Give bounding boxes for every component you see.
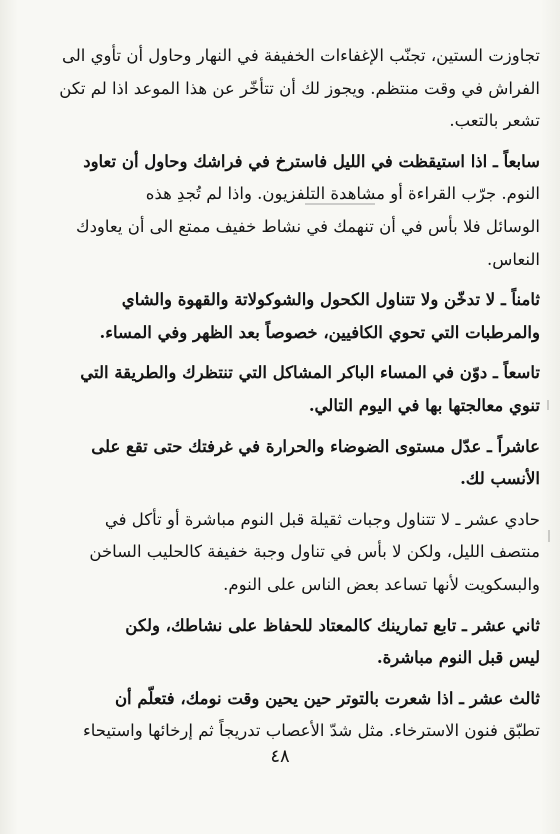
text-line: ثالث عشر ـ اذا شعرت بالتوتر حين يحين وقت نومك، فتعلّم أن (114, 688, 540, 708)
text-line: والمرطبات التي تحوي الكافيين، خصوصاً بعد الظهر وفي المساء. (99, 322, 540, 342)
text-line: سابعاً ـ اذا استيقظت في الليل فاسترخ في فراشك وحاول أن تعاود (83, 151, 540, 171)
text-line: منتصف الليل، ولكن لا بأس في تناول وجبة خفيفة كالحليب الساخن (89, 542, 540, 562)
text-line: والبسكويت لأنها تساعد بعض الناس على النوم. (223, 574, 540, 594)
scan-dot (548, 530, 550, 542)
text-line: عاشراً ـ عدّل مستوى الضوضاء والحرارة في غرفتك حتى تقع على (91, 436, 540, 456)
text-line: تطبّق فنون الاسترخاء. مثل شدّ الأعصاب تدريجاً ثم إرخائها واستيحاء (82, 721, 540, 741)
text-line: ليس قبل النوم مباشرة. (376, 648, 540, 668)
text-line: ثامناً ـ لا تدخّن ولا تتناول الكحول والشوكولاتة والقهوة والشاي (121, 290, 540, 310)
text-line: تاسعاً ـ دوّن في المساء الباكر المشاكل التي تنتظرك والطريقة التي (80, 363, 540, 383)
text-line: النوم. جرّب القراءة أو مشاهدة التلفزيون. واذا لم تُجدِ هذه (145, 184, 540, 204)
scan-dot (547, 400, 549, 410)
text-line: تنوي معالجتها بها في اليوم التالي. (308, 395, 540, 415)
main-text (22, 40, 540, 748)
text-line: ثاني عشر ـ تابع تمارينك كالمعتاد للحفاظ على نشاطك، ولكن (125, 615, 540, 635)
text-line: الأنسب لك. (460, 469, 540, 489)
text-line: تجاوزت الستين، تجنّب الإغفاءات الخفيفة في النهار وحاول أن تأوي الى (62, 46, 540, 65)
text-line: النعاس. (487, 249, 540, 269)
text-line: حادي عشر ـ لا تتناول وجبات ثقيلة قبل النوم مباشرة أو تأكل في (104, 509, 540, 529)
text-line: الفراش في وقت منتظم. ويجوز لك أن تتأخّر عن هذا الموعد اذا لم تكن (59, 78, 540, 98)
page-number: ٤٨ (270, 746, 290, 767)
text-line: الوسائل فلا بأس في أن تنهمك في نشاط خفيف ممتع الى أن يعاودك (75, 216, 540, 236)
text-line: تشعر بالتعب. (449, 111, 540, 131)
